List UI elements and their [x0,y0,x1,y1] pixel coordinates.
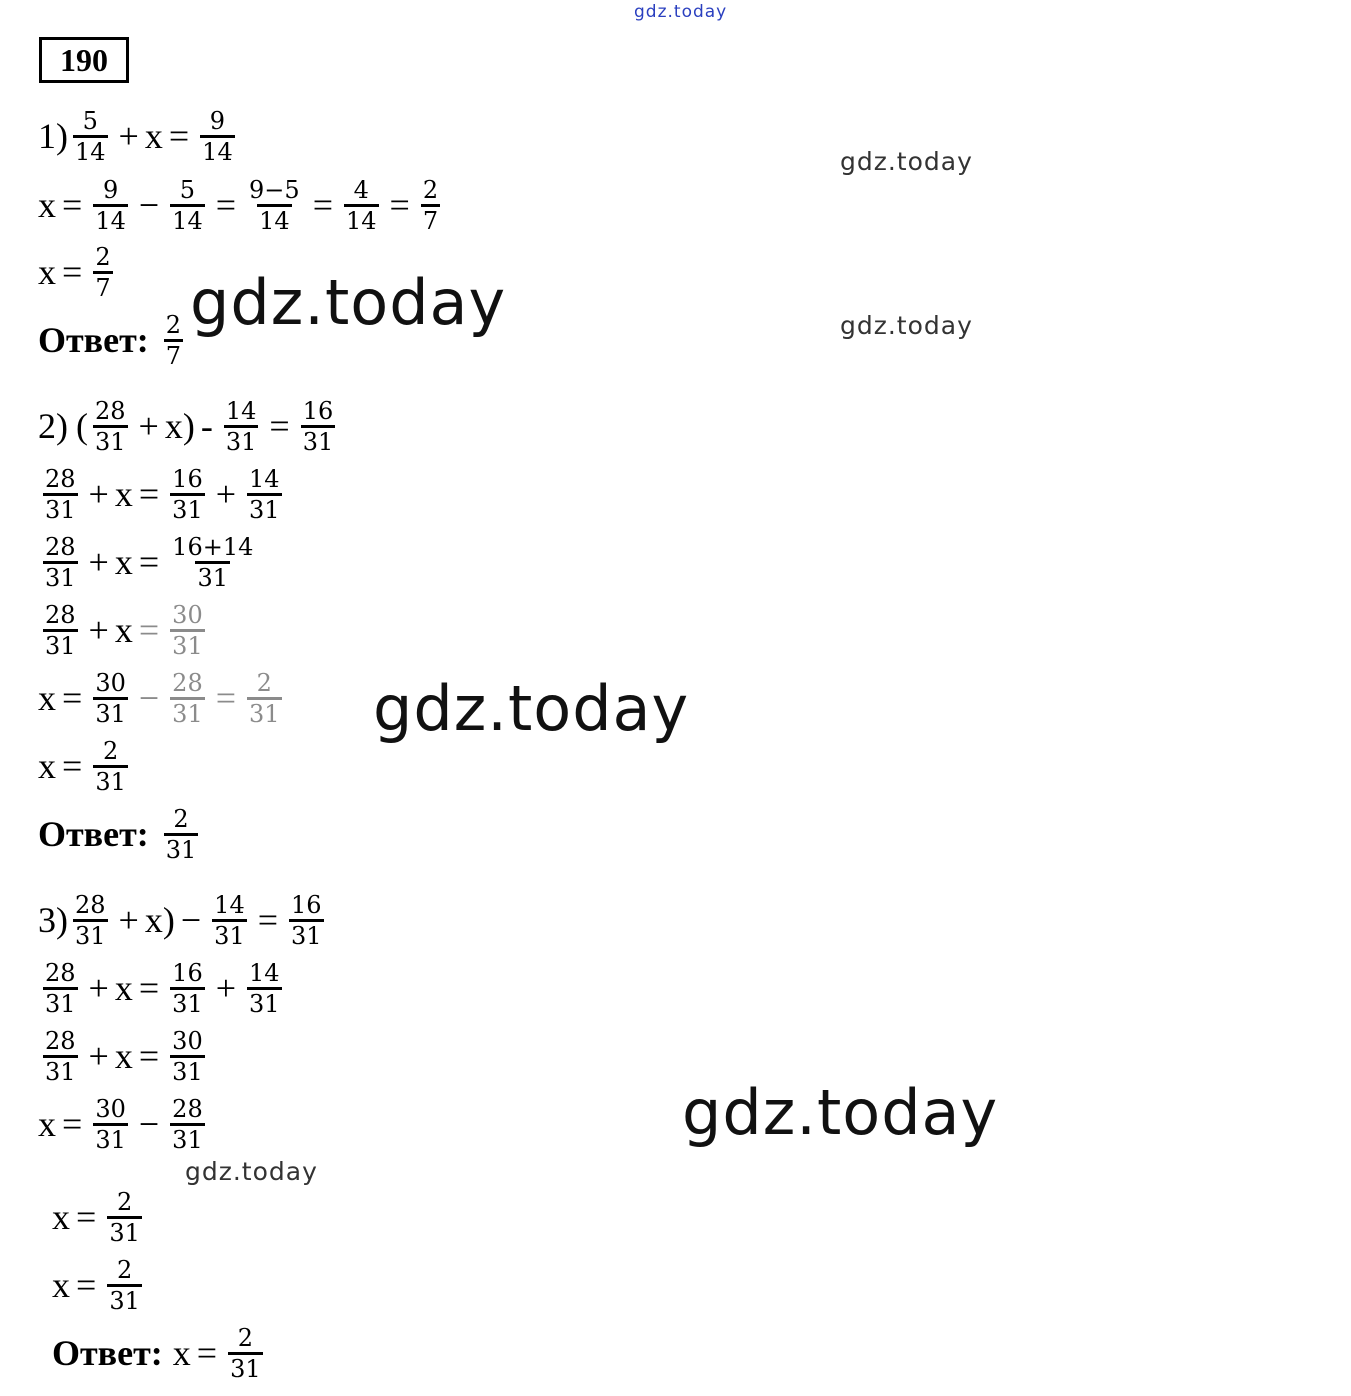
fraction: $\frac{14}{31}$ [249,464,280,524]
fraction: $\frac{30}{31}$ [172,1026,203,1086]
problem-label: 3) [38,900,68,940]
fraction: $\frac{5}{14}$ [172,175,203,235]
watermark: gdz.today [185,1157,318,1186]
fraction: $\frac{2}{31}$ [95,736,126,796]
fraction: $\frac{16}{31}$ [302,396,334,456]
watermark-top: gdz.today [634,2,728,22]
p3-line-3: $\frac{28}{31}$ + x = $\frac{30}{31}$ [45,1026,203,1086]
p1-line-2: x = $\frac{9}{14}$ − $\frac{5}{14}$ = $\frac{9-5}{14}$ = $\frac{4}{14}$ = $\frac{2}{7}$ [38,175,439,235]
fraction: $\frac{28}{31}$ [45,1026,76,1086]
p2-line-1: 2) ( $\frac{28}{31}$ + x) - $\frac{14}{31}$ = $\frac{16}{31}$ [38,396,334,456]
fraction: $\frac{2}{7}$ [165,310,182,370]
fraction: $\frac{16}{31}$ [172,464,203,524]
p2-line-6: x = $\frac{2}{31}$ [38,736,126,796]
fraction: $\frac{28}{31}$ [45,958,76,1018]
p3-line-6: x = $\frac{2}{31}$ [52,1255,140,1315]
p3-answer: Ответ: x = $\frac{2}{31}$ [52,1323,261,1383]
fraction: $\frac{4}{14}$ [346,175,377,235]
fraction: $\frac{28}{31}$ [172,668,203,728]
fraction: $\frac{9-5}{14}$ [249,175,300,235]
fraction: $\frac{2}{7}$ [422,175,439,235]
watermark: gdz.today [682,1076,999,1149]
watermark: gdz.today [840,147,973,176]
p1-answer [38,310,188,370]
answer-label: Ответ: [52,1333,163,1373]
fraction: $\frac{14}{31}$ [249,958,280,1018]
fraction: $\frac{2}{31}$ [230,1323,261,1383]
problem-label: 1) [38,116,68,156]
task-number: 190 [39,37,129,83]
fraction: $\frac{14}{31}$ [225,396,257,456]
fraction: $\frac{30}{31}$ [95,668,126,728]
fraction: $\frac{9}{14}$ [95,175,126,235]
fraction: $\frac{28}{31}$ [45,532,76,592]
problem-label: 2) [38,406,68,446]
fraction: $\frac{30}{31}$ [172,600,203,660]
p1-line-1: 1) $\frac{5}{14}$ + x = $\frac{9}{14}$ [38,106,233,166]
fraction: $\frac{14}{31}$ [214,890,245,950]
fraction: $\frac{28}{31}$ [45,600,76,660]
fraction: $\frac{28}{31}$ [172,1094,203,1154]
fraction: $\frac{2}{31}$ [109,1255,140,1315]
fraction: $\frac{5}{14}$ [75,106,106,166]
fraction: $\frac{28}{31}$ [75,890,106,950]
fraction: $\frac{28}{31}$ [95,396,126,456]
watermark: gdz.today [373,672,690,745]
fraction: $\frac{28}{31}$ [45,464,76,524]
fraction: $\frac{2}{31}$ [249,668,280,728]
p2-line-4: $\frac{28}{31}$ + x = $\frac{30}{31}$ [45,600,203,660]
fraction: $\frac{16+14}{31}$ [172,532,254,592]
p2-line-3: $\frac{28}{31}$ + x = $\frac{16+14}{31}$ [45,532,254,592]
fraction: $\frac{9}{14}$ [202,106,233,166]
p2-answer [38,804,203,864]
p2-line-5: x = $\frac{30}{31}$ − $\frac{28}{31}$ = $\frac{2}{31}$ [38,668,280,728]
p3-line-1: 3) $\frac{28}{31}$ + x) − $\frac{14}{31}$ = $\frac{16}{31}$ [38,890,322,950]
answer-label: Ответ: [38,320,149,360]
p1-line-3: x = $\frac{2}{7}$ [38,242,111,302]
p3-line-4: x = $\frac{30}{31}$ − $\frac{28}{31}$ [38,1094,203,1154]
fraction: $\frac{2}{31}$ [109,1187,140,1247]
fraction: $\frac{16}{31}$ [291,890,322,950]
watermark: gdz.today [190,266,507,339]
p3-line-5: x = $\frac{2}{31}$ [52,1187,140,1247]
p2-line-2: $\frac{28}{31}$ + x = $\frac{16}{31}$ + $\frac{14}{31}$ [45,464,280,524]
watermark: gdz.today [840,311,973,340]
fraction: $\frac{30}{31}$ [95,1094,126,1154]
fraction: $\frac{16}{31}$ [172,958,203,1018]
fraction: $\frac{2}{31}$ [165,804,197,864]
answer-label: Ответ: [38,814,149,854]
fraction: $\frac{2}{7}$ [95,242,111,302]
p3-line-2: $\frac{28}{31}$ + x = $\frac{16}{31}$ + $\frac{14}{31}$ [45,958,280,1018]
